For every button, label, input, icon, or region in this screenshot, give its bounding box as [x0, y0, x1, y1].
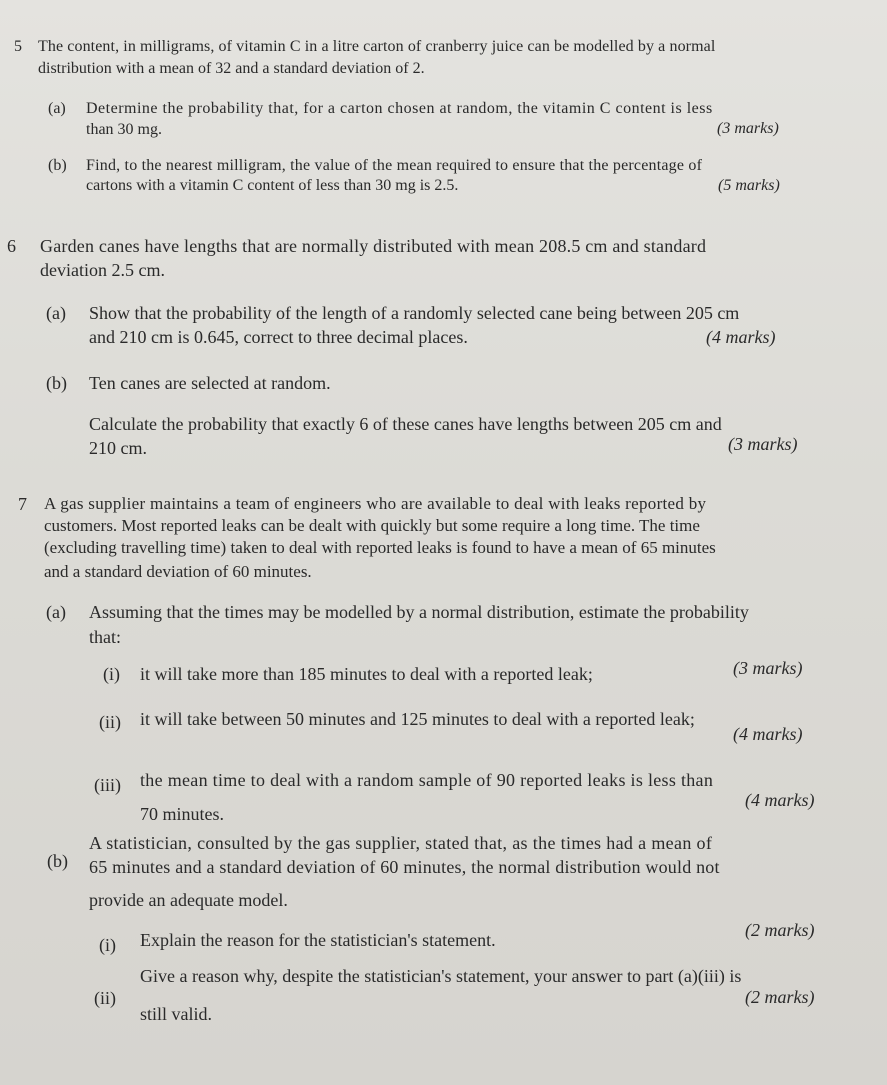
q7bi-text: Explain the reason for the statistician's statement.	[140, 930, 496, 950]
q7ai-marks: (3 marks)	[733, 658, 803, 678]
q7-stem-line3: (excluding travelling time) taken to deal with reported leaks is found to have a mean of 65 minutes	[44, 538, 716, 557]
q6b-line3: 210 cm.	[89, 438, 147, 458]
q6-number: 6	[7, 236, 16, 256]
q6a-marks: (4 marks)	[706, 327, 776, 347]
q6a-label: (a)	[46, 303, 66, 323]
q7a-label: (a)	[46, 602, 66, 622]
q7-number: 7	[18, 494, 27, 514]
q7ai-label: (i)	[103, 664, 120, 684]
q7aii-marks: (4 marks)	[733, 724, 803, 744]
q7bii-marks: (2 marks)	[745, 987, 815, 1007]
q5-stem-line1: The content, in milligrams, of vitamin C in a litre carton of cranberry juice can be modelled by a normal	[38, 38, 716, 55]
q7bii-line1: Give a reason why, despite the statistician's statement, your answer to part (a)(iii) is	[140, 966, 742, 986]
q6-stem-line1: Garden canes have lengths that are normally distributed with mean 208.5 cm and standard	[40, 236, 707, 256]
q7bi-label: (i)	[99, 935, 116, 955]
q5a-marks: (3 marks)	[717, 120, 779, 137]
q5b-label: (b)	[48, 157, 67, 174]
q7b-line1: A statistician, consulted by the gas supplier, stated that, as the times had a mean of	[89, 833, 713, 853]
q7ai-text: it will take more than 185 minutes to deal with a reported leak;	[140, 664, 593, 684]
q6a-line2: and 210 cm is 0.645, correct to three decimal places.	[89, 327, 468, 347]
q5-number: 5	[14, 38, 22, 55]
q5a-label: (a)	[48, 100, 66, 117]
q7aii-label: (ii)	[99, 712, 121, 732]
q7b-line3: provide an adequate model.	[89, 890, 288, 910]
q7b-line2: 65 minutes and a standard deviation of 60 minutes, the normal distribution would not	[89, 857, 720, 877]
q5b-line2: cartons with a vitamin C content of less than 30 mg is 2.5.	[86, 177, 459, 194]
q7aiii-label: (iii)	[94, 775, 121, 795]
q6b-label: (b)	[46, 373, 67, 393]
q5b-marks: (5 marks)	[718, 177, 780, 194]
q6-stem-line2: deviation 2.5 cm.	[40, 260, 165, 280]
q5a-line1: Determine the probability that, for a carton chosen at random, the vitamin C content is less	[86, 100, 713, 117]
q7a-line1: Assuming that the times may be modelled by a normal distribution, estimate the probability	[89, 602, 749, 622]
q7aiii-line2: 70 minutes.	[140, 804, 224, 824]
q5-stem-line2: distribution with a mean of 32 and a standard deviation of 2.	[38, 60, 425, 77]
q7aiii-line1: the mean time to deal with a random sample of 90 reported leaks is less than	[140, 770, 714, 790]
q7-stem-line1: A gas supplier maintains a team of engineers who are available to deal with leaks reported by	[44, 494, 707, 513]
q5a-line2: than 30 mg.	[86, 121, 162, 138]
q7aii-text: it will take between 50 minutes and 125 minutes to deal with a reported leak;	[140, 709, 695, 729]
q5b-line1: Find, to the nearest milligram, the value of the mean required to ensure that the percentage of	[86, 157, 703, 174]
q7a-line2: that:	[89, 627, 121, 647]
q6b-line1: Ten canes are selected at random.	[89, 373, 331, 393]
q7bii-label: (ii)	[94, 988, 116, 1008]
q7bi-marks: (2 marks)	[745, 920, 815, 940]
q7bii-line2: still valid.	[140, 1004, 212, 1024]
q7b-label: (b)	[47, 851, 68, 871]
q6a-line1: Show that the probability of the length of a randomly selected cane being between 205 cm	[89, 303, 740, 323]
q7-stem-line4: and a standard deviation of 60 minutes.	[44, 562, 312, 581]
q7aiii-marks: (4 marks)	[745, 790, 815, 810]
q6b-marks: (3 marks)	[728, 434, 798, 454]
q7-stem-line2: customers. Most reported leaks can be dealt with quickly but some require a long time. The time	[44, 516, 700, 535]
q6b-line2: Calculate the probability that exactly 6 of these canes have lengths between 205 cm and	[89, 414, 722, 434]
